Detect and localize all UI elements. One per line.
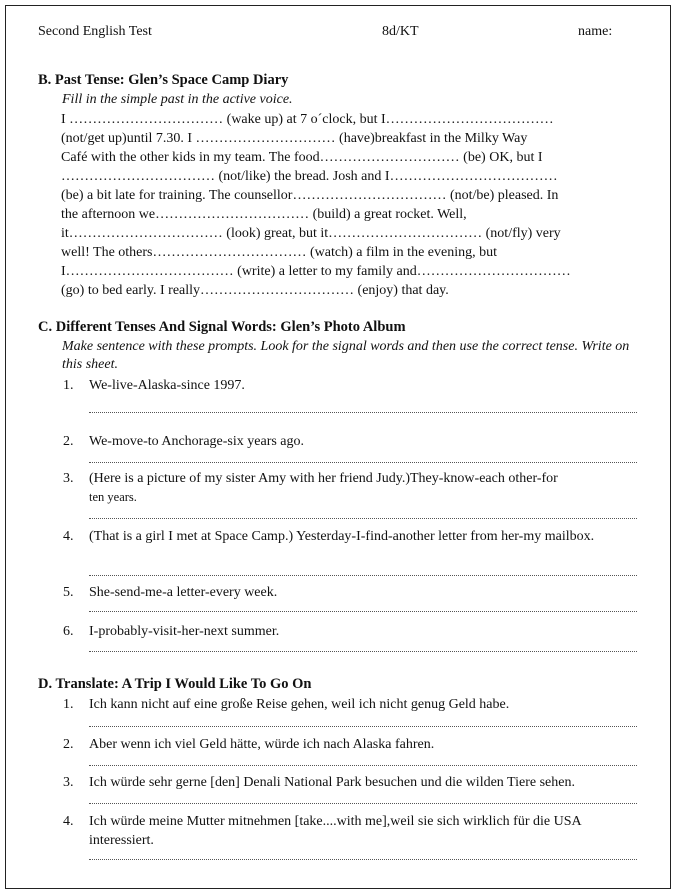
section-c-title: C. Different Tenses And Signal Words: Glen’s Photo Album bbox=[38, 319, 406, 335]
diary-line: I …………………………… (wake up) at 7 o´clock, but I……………………………… bbox=[61, 112, 554, 127]
section-c-instruction: Make sentence with these prompts. Look for the signal words and then use the correct tense. Write on this sheet. bbox=[62, 339, 630, 372]
section-b-title: B. Past Tense: Glen’s Space Camp Diary bbox=[38, 72, 289, 88]
name-label: name: bbox=[578, 24, 613, 39]
item-text: We-move-to Anchorage-six years ago. bbox=[89, 434, 305, 449]
item-text: Ich kann nicht auf eine große Reise gehen, weil ich nicht genug Geld habe. bbox=[89, 697, 510, 712]
item-text: I-probably-visit-her-next summer. bbox=[89, 624, 280, 639]
prompt-item bbox=[63, 432, 643, 451]
item-number: 1. bbox=[63, 697, 74, 712]
prompt-item bbox=[63, 469, 643, 507]
translate-item bbox=[63, 735, 643, 754]
item-number: 4. bbox=[63, 529, 74, 544]
item-number: 3. bbox=[63, 775, 74, 790]
answer-line[interactable] bbox=[89, 460, 637, 463]
answer-line[interactable] bbox=[89, 573, 637, 576]
diary-line: …………………………… (not/like) the bread. Josh and I……………………………… bbox=[61, 169, 558, 184]
item-number: 6. bbox=[63, 624, 74, 639]
section-b-instruction: Fill in the simple past in the active voice. bbox=[62, 92, 293, 107]
item-number: 2. bbox=[63, 434, 74, 449]
answer-line[interactable] bbox=[89, 410, 637, 413]
class-code: 8d/KT bbox=[382, 24, 419, 39]
translate-item bbox=[63, 695, 643, 714]
diary-line: the afternoon we…………………………… (build) a great rocket. Well, bbox=[61, 207, 467, 222]
item-text: She-send-me-a letter-every week. bbox=[89, 585, 278, 600]
answer-line[interactable] bbox=[89, 724, 637, 727]
prompt-item bbox=[63, 376, 643, 395]
worksheet-page bbox=[5, 5, 671, 889]
diary-line: well! The others…………………………… (watch) a film in the evening, but bbox=[61, 245, 497, 260]
item-text: We-live-Alaska-since 1997. bbox=[89, 378, 245, 393]
diary-line: (be) a bit late for training. The counsellor…………………………… (not/be) pleased. In bbox=[61, 188, 559, 203]
item-number: 5. bbox=[63, 585, 74, 600]
translate-item bbox=[63, 812, 643, 850]
item-text-continued: ten years. bbox=[89, 490, 137, 504]
answer-line[interactable] bbox=[89, 801, 637, 804]
prompt-item bbox=[63, 527, 643, 546]
diary-line: (not/get up)until 7.30. I ………………………… (have)breakfast in the Milky Way bbox=[61, 131, 528, 146]
item-number: 2. bbox=[63, 737, 74, 752]
prompt-item bbox=[63, 583, 643, 602]
item-text: Ich würde meine Mutter mitnehmen [take....with me],weil sie sich wirklich für die USA interessiert. bbox=[89, 814, 581, 848]
answer-line[interactable] bbox=[89, 857, 637, 860]
translate-item bbox=[63, 773, 643, 792]
prompt-item bbox=[63, 622, 643, 641]
answer-line[interactable] bbox=[89, 516, 637, 519]
item-number: 3. bbox=[63, 471, 74, 486]
section-d-title: D. Translate: A Trip I Would Like To Go On bbox=[38, 676, 312, 692]
item-text: (That is a girl I met at Space Camp.) Yesterday-I-find-another letter from her-my mailbox. bbox=[89, 529, 595, 544]
item-number: 4. bbox=[63, 814, 74, 829]
answer-line[interactable] bbox=[89, 649, 637, 652]
diary-line: (go) to bed early. I really…………………………… (enjoy) that day. bbox=[61, 283, 449, 298]
item-text: Ich würde sehr gerne [den] Denali National Park besuchen und die wilden Tiere sehen. bbox=[89, 775, 575, 790]
item-number: 1. bbox=[63, 378, 74, 393]
answer-line[interactable] bbox=[89, 763, 637, 766]
answer-line[interactable] bbox=[89, 609, 637, 612]
diary-line: Café with the other kids in my team. The food………………………… (be) OK, but I bbox=[61, 150, 543, 165]
test-title: Second English Test bbox=[38, 24, 152, 39]
item-text: Aber wenn ich viel Geld hätte, würde ich nach Alaska fahren. bbox=[89, 737, 435, 752]
item-text: (Here is a picture of my sister Amy with her friend Judy.)They-know-each other-for bbox=[89, 471, 558, 486]
diary-line: it…………………………… (look) great, but it…………………………… (not/fly) very bbox=[61, 226, 561, 241]
diary-line: I……………………………… (write) a letter to my family and…………………………… bbox=[61, 264, 571, 279]
